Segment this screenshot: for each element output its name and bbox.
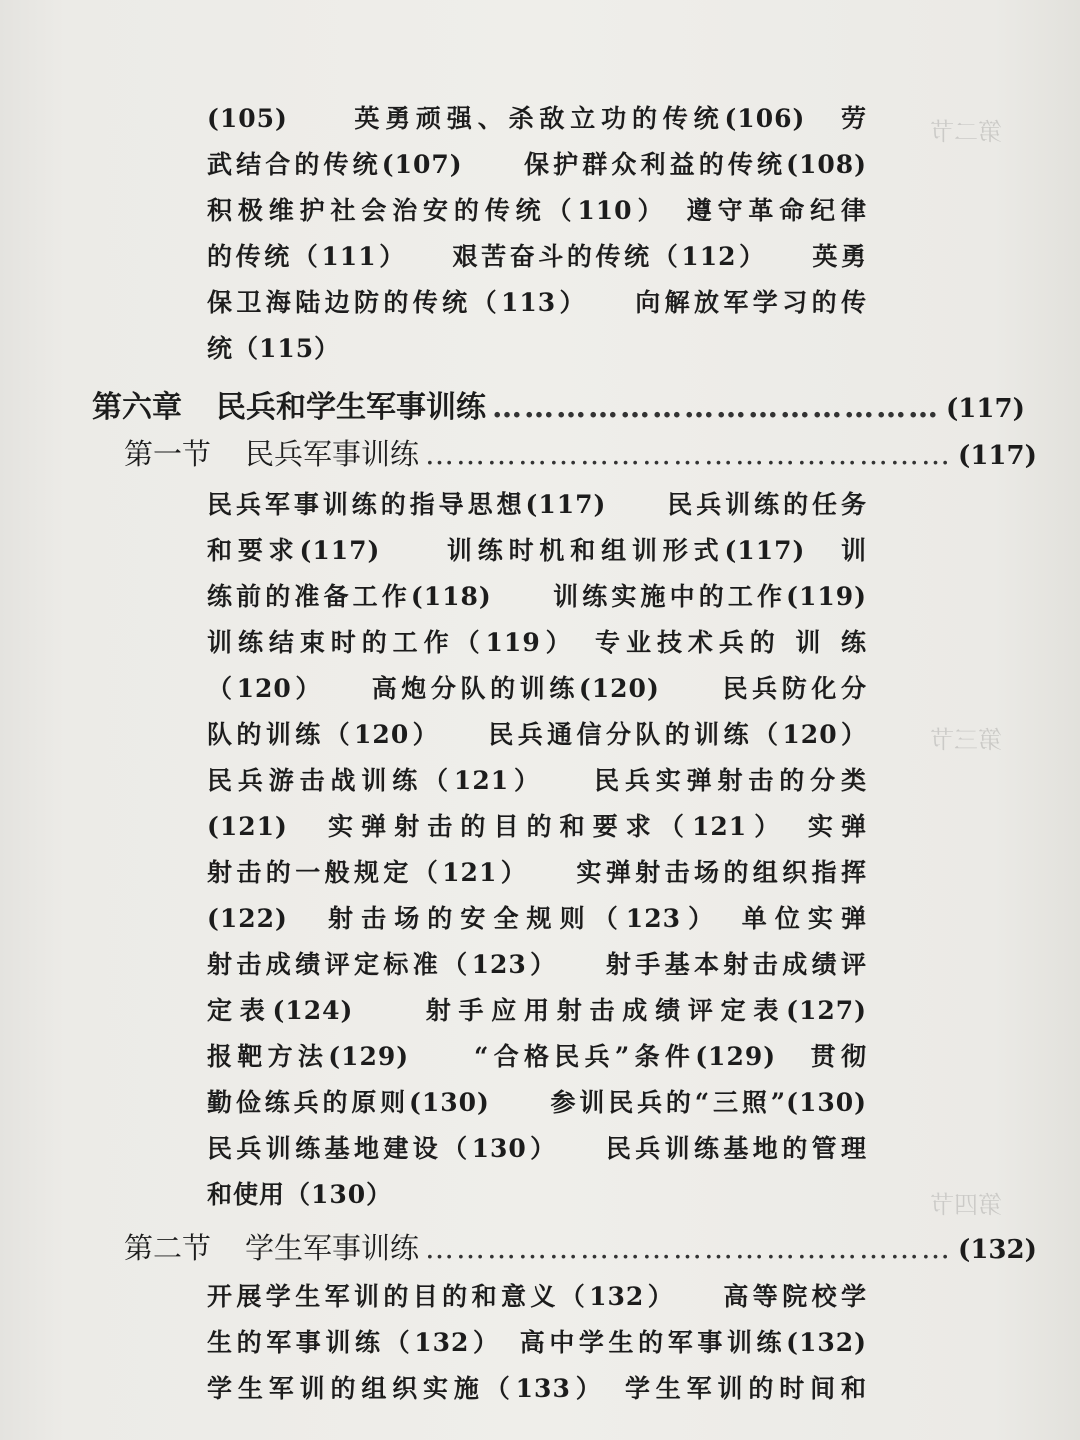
toc-line: 队的训练（120） 民兵通信分队的训练（120） [207,720,867,749]
toc-line: 民兵游击战训练（121） 民兵实弹射击的分类 [207,766,867,795]
top-entry-block [207,96,867,372]
dot-leader: …………………………………………… [425,1231,953,1265]
section-1-entry-block [207,482,867,1218]
section-1-heading [124,432,1037,473]
toc-line: 民兵军事训练的指导思想(117) 民兵训练的任务 [207,490,867,519]
toc-line: 开展学生军训的目的和意义（132） 高等院校学 [207,1282,867,1311]
section-page-number: (132) [958,1235,1037,1265]
section-number: 第二节 [124,1231,212,1265]
bleed-through-mark: 第三节 [930,726,1002,754]
chapter-number: 第六章 [92,390,182,425]
toc-line: 定表(124) 射手应用射击成绩评定表(127) [207,996,867,1025]
chapter-page-number: (117) [946,394,1025,424]
chapter-title: 民兵和学生军事训练 [216,390,486,425]
toc-line: 统（115） [207,334,341,363]
toc-line: 武结合的传统(107) 保护群众利益的传统(108) [207,150,867,179]
chapter-6-heading [92,382,1025,426]
section-page-number: (117) [958,441,1037,471]
dot-leader: …………………………………… [492,390,940,425]
toc-line: 射击的一般规定（121） 实弹射击场的组织指挥 [207,858,867,887]
toc-line: 练前的准备工作(118) 训练实施中的工作(119) [207,582,867,611]
bleed-through-mark: 第二节 [930,118,1002,146]
toc-line: 保卫海陆边防的传统（113） 向解放军学习的传 [207,288,867,317]
section-2-entry-block [207,1274,867,1412]
section-number: 第一节 [124,437,212,471]
toc-line: 训练结束时的工作（119） 专业技术兵的 训 练 [207,628,867,657]
toc-line: 和要求(117) 训练时机和组训形式(117) 训 [207,536,867,565]
toc-line: 学生军训的组织实施（133） 学生军训的时间和 [207,1374,867,1403]
toc-line: 积极维护社会治安的传统（110） 遵守革命纪律 [207,196,867,225]
toc-line: 生的军事训练（132） 高中学生的军事训练(132) [207,1328,867,1357]
bleed-through-mark: 第四节 [930,1191,1002,1219]
section-title: 学生军事训练 [245,1231,420,1265]
toc-line: 的传统（111） 艰苦奋斗的传统（112） 英勇 [207,242,867,271]
dot-leader: …………………………………………… [425,437,953,471]
toc-line: (105) 英勇顽强、杀敌立功的传统(106) 劳 [207,104,867,133]
section-2-heading [124,1226,1037,1267]
toc-line: 民兵训练基地建设（130） 民兵训练基地的管理 [207,1134,867,1163]
toc-line: 勤俭练兵的原则(130) 参训民兵的“三照”(130) [207,1088,867,1117]
toc-line: 射击成绩评定标准（123） 射手基本射击成绩评 [207,950,867,979]
toc-line: 报靶方法(129) “合格民兵”条件(129) 贯彻 [207,1042,867,1071]
toc-line: (122) 射击场的安全规则（123） 单位实弹 [207,904,867,933]
toc-line: (121) 实弹射击的目的和要求（121） 实弹 [207,812,867,841]
toc-line: （120） 高炮分队的训练(120) 民兵防化分 [207,674,867,703]
toc-line: 和使用（130） [207,1180,393,1209]
section-title: 民兵军事训练 [245,437,420,471]
